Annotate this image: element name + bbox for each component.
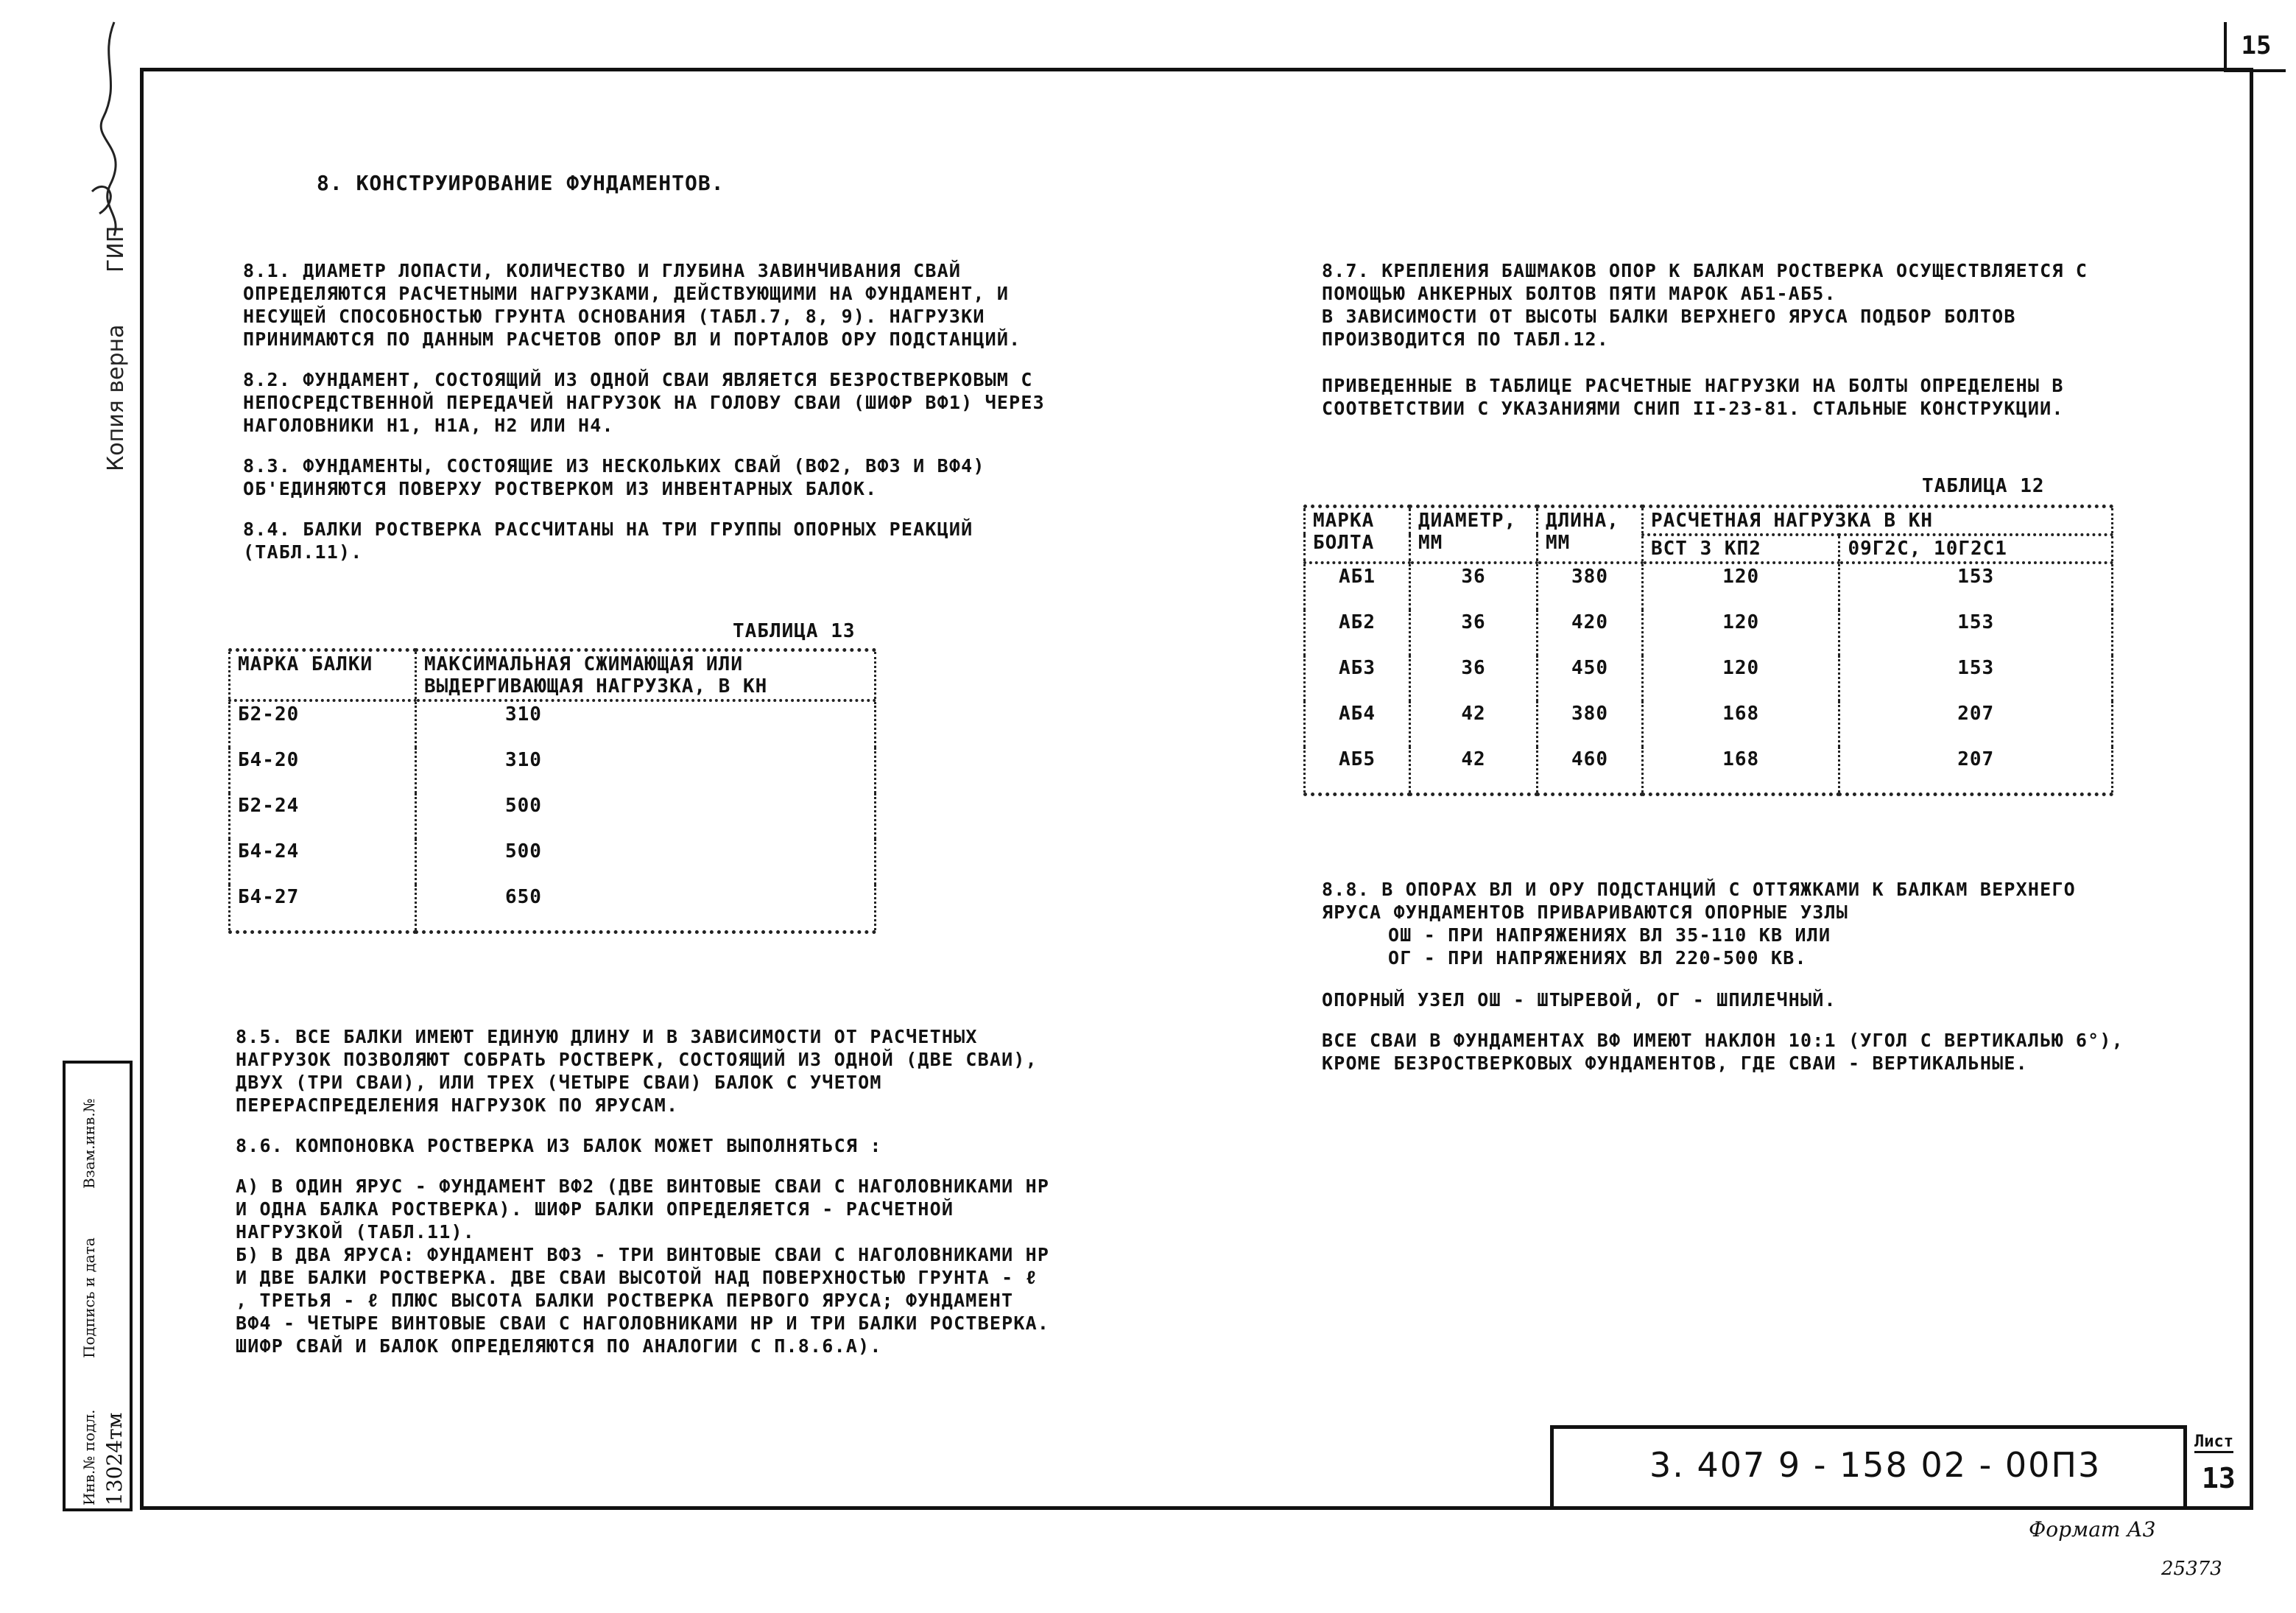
paragraph-8-4: 8.4. БАЛКИ РОСТВЕРКА РАССЧИТАНЫ НА ТРИ ГРУППЫ ОПОРНЫХ РЕАКЦИЙ (ТАБЛ.11).: [243, 519, 973, 563]
table-12-mark-cell: АБ2: [1305, 610, 1410, 656]
table-12-st2-cell: 207: [1839, 701, 2113, 747]
copy-verified-note: Копия верна: [103, 324, 129, 471]
table-12-st2-cell: 153: [1839, 656, 2113, 701]
table-13-head-load: МАКСИМАЛЬНАЯ СЖИМАЮЩАЯ ИЛИ ВЫДЕРГИВАЮЩАЯ НАГРУЗКА, В КН: [416, 650, 876, 701]
table-13-row: [230, 700, 876, 748]
left-text-block-1: [243, 259, 1064, 581]
right-text-block-2: [1322, 878, 2143, 1092]
table-12-diam-cell: 36: [1410, 563, 1538, 610]
table-12-caption: ТАБЛИЦА 12: [1922, 475, 2045, 497]
table-12-head-steel2: 09Г2С, 10Г2С1: [1839, 535, 2113, 563]
paragraph-8-7-c: ПРИВЕДЕННЫЕ В ТАБЛИЦЕ РАСЧЕТНЫЕ НАГРУЗКИ НА БОЛТЫ ОПРЕДЕЛЕНЫ В СООТВЕТСТВИИ С УКАЗАНИЯМИ СНИП II-23-81. СТАЛЬНЫЕ КОНСТРУКЦИИ.: [1322, 375, 2064, 419]
paragraph-8-6-b: Б) В ДВА ЯРУСА: ФУНДАМЕНТ ВФ3 - ТРИ ВИНТОВЫЕ СВАИ С НАГОЛОВНИКАМИ НР И ДВЕ БАЛКИ РОСТВЕРКА. ДВЕ СВАИ ВЫСОТОЙ НАД ПОВЕРХНОСТЬЮ ГРУНТА - ℓ , ТРЕТЬЯ - ℓ ПЛЮС ВЫСОТА БАЛКИ РОСТВЕРКА ПЕРВОГО ЯРУСА; ФУНДАМЕНТ ВФ4 - ЧЕТЫРЕ ВИНТОВЫЕ СВАИ С НАГОЛОВНИКАМИ НР И ТРИ БАЛКИ РОСТВЕРКА. ШИФР СВАЙ И БАЛОК ОПРЕДЕЛЯЮТСЯ ПО АНАЛОГИИ С П.8.6.А).: [236, 1244, 1050, 1357]
table-13-load-cell: 310: [416, 700, 876, 748]
table-12-row: [1305, 701, 2113, 747]
table-12-head-mark: МАРКА БОЛТА: [1305, 507, 1410, 563]
table-12-diam-cell: 42: [1410, 747, 1538, 795]
right-text-block-1: [1322, 259, 2143, 437]
table-13-load-cell: 500: [416, 793, 876, 839]
sheet-label: Лист: [2194, 1433, 2233, 1453]
table-13-mark-cell: Б2-24: [230, 793, 416, 839]
paragraph-8-8: 8.8. В ОПОРАХ ВЛ И ОРУ ПОДСТАНЦИЙ С ОТТЯЖКАМИ К БАЛКАМ ВЕРХНЕГО ЯРУСА ФУНДАМЕНТОВ ПРИВАРИВАЮТСЯ ОПОРНЫЕ УЗЛЫ: [1322, 879, 2076, 923]
table-12-row: [1305, 656, 2113, 701]
paragraph-8-8-a: ОШ - ПРИ НАПРЯЖЕНИЯХ ВЛ 35-110 КВ ИЛИ: [1388, 924, 1831, 946]
chief-engineer-label: ГИП: [103, 225, 129, 273]
table-12-row: [1305, 610, 2113, 656]
table-12: [1303, 505, 2113, 796]
table-13-row: [230, 885, 876, 932]
table-12-mark-cell: АБ1: [1305, 563, 1410, 610]
paragraph-8-1: 8.1. ДИАМЕТР ЛОПАСТИ, КОЛИЧЕСТВО И ГЛУБИНА ЗАВИНЧИВАНИЯ СВАЙ ОПРЕДЕЛЯЮТСЯ РАСЧЕТНЫМИ НАГРУЗКАМИ, ДЕЙСТВУЮЩИМИ НА ФУНДАМЕНТ, И НЕСУЩЕЙ СПОСОБНОСТЬЮ ГРУНТА ОСНОВАНИЯ (ТАБЛ.7, 8, 9). НАГРУЗКИ ПРИНИМАЮТСЯ ПО ДАННЫМ РАСЧЕТОВ ОПОР ВЛ И ПОРТАЛОВ ОРУ ПОДСТАНЦИЙ.: [243, 260, 1021, 350]
table-13-load-cell: 500: [416, 839, 876, 885]
table-12-st2-cell: 207: [1839, 747, 2113, 795]
table-12-row: [1305, 563, 2113, 610]
table-12-diam-cell: 36: [1410, 610, 1538, 656]
table-13-mark-cell: Б4-24: [230, 839, 416, 885]
table-12-st1-cell: 168: [1643, 701, 1839, 747]
table-12-st1-cell: 120: [1643, 656, 1839, 701]
table-12-len-cell: 420: [1538, 610, 1643, 656]
inventory-number-value: 13024тм: [102, 1412, 127, 1505]
table-12-len-cell: 380: [1538, 563, 1643, 610]
table-13-mark-cell: Б2-20: [230, 700, 416, 748]
left-text-block-2: [236, 1025, 1060, 1357]
paragraph-8-7-b: В ЗАВИСИМОСТИ ОТ ВЫСОТЫ БАЛКИ ВЕРХНЕГО ЯРУСА ПОДБОР БОЛТОВ ПРОИЗВОДИТСЯ ПО ТАБЛ.12.: [1322, 306, 2016, 350]
table-12-len-cell: 450: [1538, 656, 1643, 701]
format-label: Формат А3: [2029, 1517, 2156, 1542]
table-12-st1-cell: 120: [1643, 610, 1839, 656]
table-13-mark-cell: Б4-27: [230, 885, 416, 932]
table-13-caption: ТАБЛИЦА 13: [733, 620, 856, 642]
paragraph-8-3: 8.3. ФУНДАМЕНТЫ, СОСТОЯЩИЕ ИЗ НЕСКОЛЬКИХ СВАЙ (ВФ2, ВФ3 И ВФ4) ОБ'ЕДИНЯЮТСЯ ПОВЕРХУ РОСТВЕРКОМ ИЗ ИНВЕНТАРНЫХ БАЛОК.: [243, 455, 985, 499]
sheet-number-top: 15: [2224, 22, 2286, 72]
replace-inventory-label: Взам.инв.№: [80, 1098, 98, 1189]
table-12-head-length: ДЛИНА, ММ: [1538, 507, 1643, 563]
paragraph-8-6: 8.6. КОМПОНОВКА РОСТВЕРКА ИЗ БАЛОК МОЖЕТ ВЫПОЛНЯТЬСЯ :: [236, 1135, 882, 1156]
table-13-row: [230, 839, 876, 885]
table-12-row: [1305, 747, 2113, 795]
table-12-mark-cell: АБ4: [1305, 701, 1410, 747]
table-13-head-mark: МАРКА БАЛКИ: [230, 650, 416, 701]
table-12-len-cell: 460: [1538, 747, 1643, 795]
table-12-diam-cell: 42: [1410, 701, 1538, 747]
table-12-st2-cell: 153: [1839, 610, 2113, 656]
paragraph-8-8-b: ОГ - ПРИ НАПРЯЖЕНИЯХ ВЛ 220-500 КВ.: [1388, 947, 1807, 969]
table-12-st1-cell: 120: [1643, 563, 1839, 610]
table-12-st2-cell: 153: [1839, 563, 2113, 610]
table-12-mark-cell: АБ5: [1305, 747, 1410, 795]
table-12-head-load: РАСЧЕТНАЯ НАГРУЗКА В КН: [1643, 507, 2113, 535]
table-12-diam-cell: 36: [1410, 656, 1538, 701]
table-13-mark-cell: Б4-20: [230, 748, 416, 793]
left-title-strip: [63, 1061, 133, 1511]
sheet-number: 13: [2202, 1462, 2236, 1494]
paragraph-8-9: ВСЕ СВАИ В ФУНДАМЕНТАХ ВФ ИМЕЮТ НАКЛОН 10:1 (УГОЛ С ВЕРТИКАЛЬЮ 6°), КРОМЕ БЕЗРОСТВЕРКОВЫХ ФУНДАМЕНТОВ, ГДЕ СВАИ - ВЕРТИКАЛЬНЫЕ.: [1322, 1030, 2124, 1074]
paragraph-8-7: 8.7. КРЕПЛЕНИЯ БАШМАКОВ ОПОР К БАЛКАМ РОСТВЕРКА ОСУЩЕСТВЛЯЕТСЯ С ПОМОЩЬЮ АНКЕРНЫХ БОЛТОВ ПЯТИ МАРОК АБ1-АБ5.: [1322, 260, 2088, 304]
paragraph-8-2: 8.2. ФУНДАМЕНТ, СОСТОЯЩИЙ ИЗ ОДНОЙ СВАИ ЯВЛЯЕТСЯ БЕЗРОСТВЕРКОВЫМ С НЕПОСРЕДСТВЕННОЙ ПЕРЕДАЧЕЙ НАГРУЗОК НА ГОЛОВУ СВАИ (ШИФР ВФ1) ЧЕРЕЗ НАГОЛОВНИКИ Н1, Н1А, Н2 ИЛИ Н4.: [243, 369, 1045, 436]
table-12-len-cell: 380: [1538, 701, 1643, 747]
table-13: [228, 648, 876, 934]
signature-date-label: Подпись и дата: [80, 1237, 98, 1358]
document-code: 3. 407 9 - 158 02 - 00П3: [1649, 1445, 2102, 1485]
table-12-mark-cell: АБ3: [1305, 656, 1410, 701]
table-13-load-cell: 650: [416, 885, 876, 932]
table-13-row: [230, 748, 876, 793]
signature-mark: [70, 15, 136, 265]
table-13-load-cell: 310: [416, 748, 876, 793]
paragraph-8-5: 8.5. ВСЕ БАЛКИ ИМЕЮТ ЕДИНУЮ ДЛИНУ И В ЗАВИСИМОСТИ ОТ РАСЧЕТНЫХ НАГРУЗОК ПОЗВОЛЯЮТ СОБРАТЬ РОСТВЕРК, СОСТОЯЩИЙ ИЗ ОДНОЙ (ДВЕ СВАИ), ДВУХ (ТРИ СВАИ), ИЛИ ТРЕХ (ЧЕТЫРЕ СВАИ) БАЛОК С УЧЕТОМ ПЕРЕРАСПРЕДЕЛЕНИЯ НАГРУЗОК ПО ЯРУСАМ.: [236, 1026, 1038, 1116]
section-heading: 8. КОНСТРУИРОВАНИЕ ФУНДАМЕНТОВ.: [317, 171, 725, 195]
archive-number: 25373: [2161, 1558, 2222, 1580]
paragraph-8-6-a: А) В ОДИН ЯРУС - ФУНДАМЕНТ ВФ2 (ДВЕ ВИНТОВЫЕ СВАИ С НАГОЛОВНИКАМИ НР И ОДНА БАЛКА РОСТВЕРКА). ШИФР БАЛКИ ОПРЕДЕЛЯЕТСЯ - РАСЧЕТНОЙ НАГРУЗКОЙ (ТАБЛ.11).: [236, 1176, 1050, 1243]
inventory-number-label: Инв.№ подл.: [80, 1409, 98, 1505]
table-12-head-diameter: ДИАМЕТР, ММ: [1410, 507, 1538, 563]
table-12-head-steel1: ВСТ 3 КП2: [1643, 535, 1839, 563]
table-13-row: [230, 793, 876, 839]
table-12-st1-cell: 168: [1643, 747, 1839, 795]
paragraph-8-8-c: ОПОРНЫЙ УЗЕЛ ОШ - ШТЫРЕВОЙ, ОГ - ШПИЛЕЧНЫЙ.: [1322, 989, 1837, 1011]
